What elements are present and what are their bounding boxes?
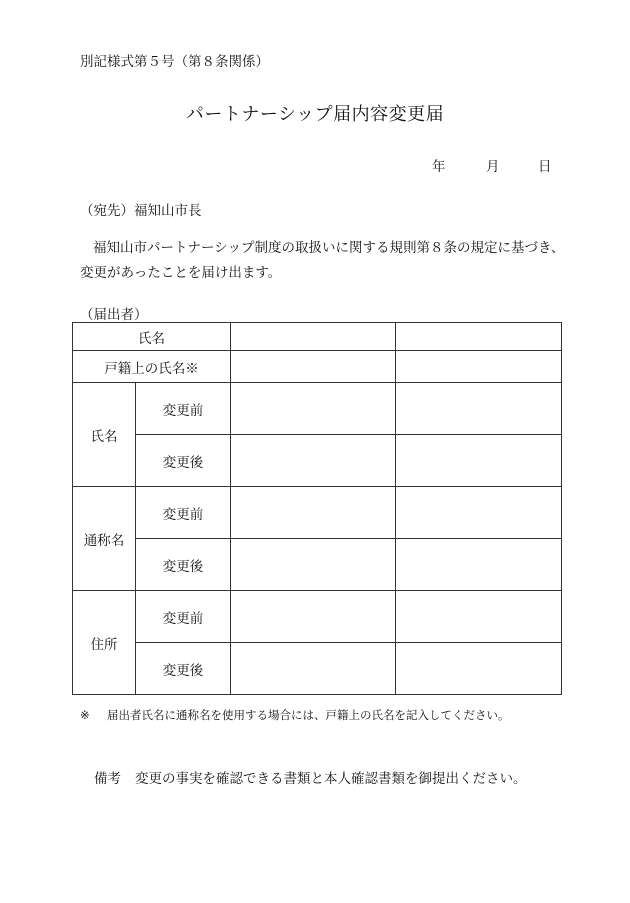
body-paragraph <box>80 236 565 286</box>
input-koseki-name-applicant-2[interactable] <box>396 351 562 383</box>
row-alias-after <box>73 539 562 591</box>
label-koseki-name: 戸籍上の氏名※ <box>73 351 231 383</box>
row-address-before <box>73 591 562 643</box>
input-address-before-1[interactable] <box>231 591 396 643</box>
remarks-label: 備考 <box>94 771 121 787</box>
form-number: 別記様式第５号（第８条関係） <box>80 54 269 70</box>
input-name-applicant-1[interactable] <box>231 323 396 351</box>
input-alias-after-1[interactable] <box>231 539 396 591</box>
input-alias-before-2[interactable] <box>396 487 562 539</box>
applicant-section-label: （届出者） <box>80 307 148 323</box>
row-name <box>73 323 562 351</box>
applicant-form-table <box>72 322 562 695</box>
input-name-after-1[interactable] <box>231 435 396 487</box>
input-address-after-2[interactable] <box>396 643 562 695</box>
input-name-applicant-2[interactable] <box>396 323 562 351</box>
input-name-before-2[interactable] <box>396 383 562 435</box>
group-label-address: 住所 <box>73 591 136 695</box>
body-line-2: 変更があったことを届け出ます。 <box>80 265 282 281</box>
row-koseki-name <box>73 351 562 383</box>
remarks <box>94 767 527 787</box>
date-day-label: 日 <box>538 159 552 175</box>
body-line-1: 福知山市パートナーシップ制度の取扱いに関する規則第８条の規定に基づき、 <box>93 240 565 256</box>
row-name-before <box>73 383 562 435</box>
input-alias-after-2[interactable] <box>396 539 562 591</box>
input-name-before-1[interactable] <box>231 383 396 435</box>
input-alias-before-1[interactable] <box>231 487 396 539</box>
label-name: 氏名 <box>73 323 231 351</box>
footnote-text: 届出者氏名に通称名を使用する場合には、戸籍上の氏名を記入してください。 <box>106 708 510 722</box>
input-koseki-name-applicant-1[interactable] <box>231 351 396 383</box>
input-name-after-2[interactable] <box>396 435 562 487</box>
label-after: 変更後 <box>136 643 231 695</box>
input-address-after-1[interactable] <box>231 643 396 695</box>
date-month-label: 月 <box>486 159 500 175</box>
label-before: 変更前 <box>136 383 231 435</box>
group-label-name: 氏名 <box>73 383 136 487</box>
footnote <box>80 707 509 723</box>
row-address-after <box>73 643 562 695</box>
row-alias-before <box>73 487 562 539</box>
label-after: 変更後 <box>136 539 231 591</box>
input-address-before-2[interactable] <box>396 591 562 643</box>
remarks-text: 変更の事実を確認できる書類と本人確認書類を御提出ください。 <box>135 771 527 787</box>
addressee: （宛先）福知山市長 <box>80 203 202 219</box>
document-title: パートナーシップ届内容変更届 <box>185 104 445 125</box>
group-label-alias: 通称名 <box>73 487 136 591</box>
footnote-mark: ※ <box>80 708 90 722</box>
label-before: 変更前 <box>136 591 231 643</box>
row-name-after <box>73 435 562 487</box>
label-before: 変更前 <box>136 487 231 539</box>
label-after: 変更後 <box>136 435 231 487</box>
date-year-label: 年 <box>432 159 446 175</box>
